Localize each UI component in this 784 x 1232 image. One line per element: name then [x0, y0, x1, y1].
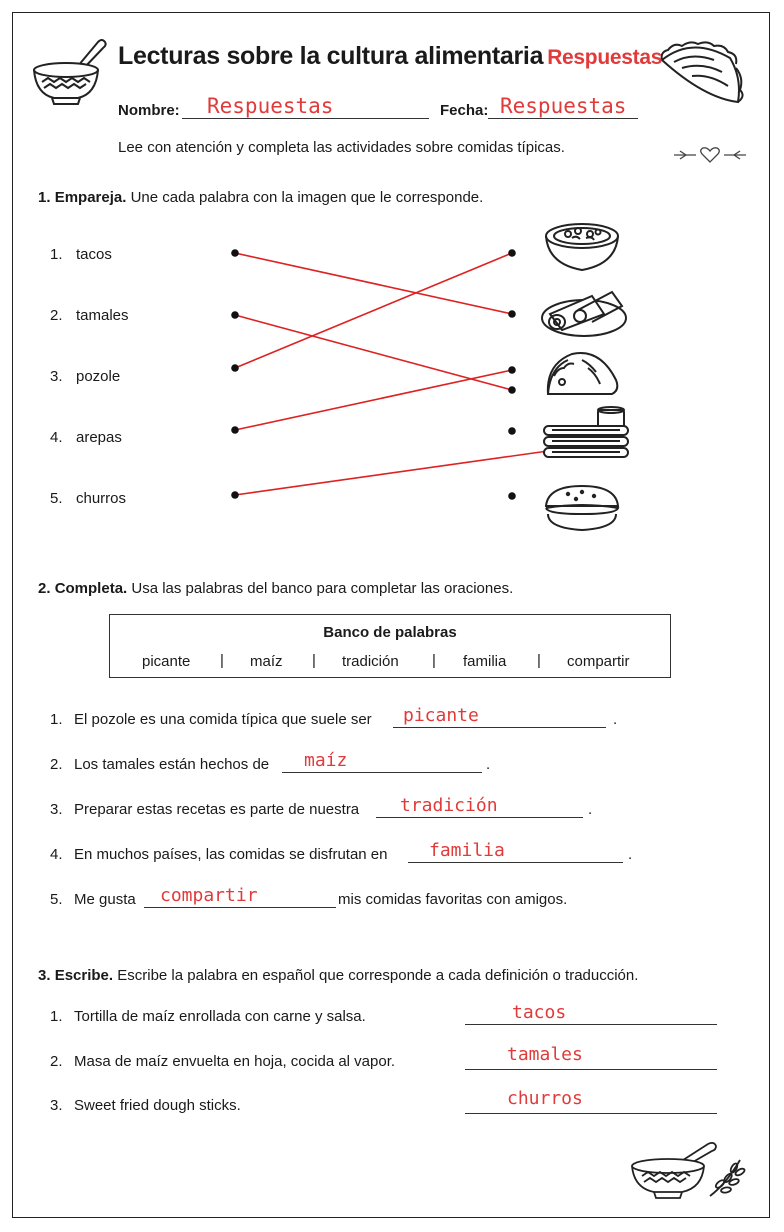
match-word-1: 1. tacos: [50, 246, 112, 263]
definition-1: 1. Tortilla de maíz enrollada con carne y salsa.: [50, 1008, 366, 1025]
sentence-1-blank: [393, 727, 606, 728]
sentence-5: 5. Me gusta: [50, 891, 136, 908]
definition-1-blank: [465, 1024, 717, 1025]
taco-icon: [542, 346, 622, 402]
sentence-3-answer[interactable]: tradición: [400, 795, 498, 816]
sentence-2-end: .: [486, 756, 491, 773]
bank-word-familia: familia: [463, 653, 507, 670]
word-bank: [109, 614, 671, 678]
bank-word-maiz: maíz: [250, 653, 283, 670]
definition-2-blank: [465, 1069, 717, 1070]
left-dot-1[interactable]: [231, 249, 239, 257]
section2-heading: 2. Completa. Usa las palabras del banco para completar las oraciones.: [38, 580, 514, 597]
section3-heading: 3. Escribe. Escribe la palabra en español que corresponde a cada definición o traducción.: [38, 967, 639, 984]
sentence-4-answer[interactable]: familia: [429, 840, 505, 861]
date-label: Fecha:: [440, 102, 489, 119]
title-answers-label: Respuestas: [547, 46, 663, 69]
bank-word-tradicion: tradición: [342, 653, 399, 670]
tamales-icon: [540, 284, 630, 340]
left-dot-3[interactable]: [231, 364, 239, 372]
name-value[interactable]: Respuestas: [207, 94, 334, 118]
sentence-3-blank: [376, 817, 583, 818]
sentence-2-blank: [282, 772, 482, 773]
definition-3-answer[interactable]: churros: [507, 1088, 583, 1109]
sentence-4-blank: [408, 862, 623, 863]
bank-word-compartir: compartir: [567, 653, 630, 670]
match-word-2: 2. tamales: [50, 307, 129, 324]
sentence-1-end: .: [613, 711, 618, 728]
match-word-5: 5. churros: [50, 490, 127, 507]
churros-icon: [540, 406, 632, 462]
left-dot-5[interactable]: [231, 491, 239, 499]
sentence-4: 4. En muchos países, las comidas se disfrutan en: [50, 846, 388, 863]
right-dot-1[interactable]: [508, 249, 516, 257]
definition-1-answer[interactable]: tacos: [512, 1002, 567, 1023]
instructions: Lee con atención y completa las actividades sobre comidas típicas.: [118, 139, 565, 156]
sentence-2: 2. Los tamales están hechos de: [50, 756, 270, 773]
right-dot-5[interactable]: [508, 492, 516, 500]
bank-separator: |: [537, 652, 541, 669]
match-line-arepas: [235, 370, 512, 430]
arepa-icon: [542, 480, 622, 536]
section1-heading: 1. Empareja. Une cada palabra con la imagen que le corresponde.: [38, 189, 484, 206]
definition-3-blank: [465, 1113, 717, 1114]
sentence-5-blank: [144, 907, 336, 908]
sentence-1-answer[interactable]: picante: [403, 705, 479, 726]
sentence-5-answer[interactable]: compartir: [160, 885, 258, 906]
date-value[interactable]: Respuestas: [500, 94, 627, 118]
right-dot-2[interactable]: [508, 310, 516, 318]
sentence-1: 1. El pozole es una comida típica que suele ser: [50, 711, 372, 728]
name-label: Nombre:: [118, 102, 180, 119]
right-dot-3a[interactable]: [508, 366, 516, 374]
sentence-3: 3. Preparar estas recetas es parte de nuestra: [50, 801, 360, 818]
pozole-bowl-icon: [542, 220, 622, 276]
sentence-5-end: mis comidas favoritas con amigos.: [338, 891, 568, 908]
definition-2-answer[interactable]: tamales: [507, 1044, 583, 1065]
sentence-2-answer[interactable]: maíz: [304, 750, 348, 771]
match-line-pozole: [235, 253, 512, 368]
matching-lines: [0, 0, 784, 560]
match-word-3: 3. pozole: [50, 368, 121, 385]
mortar-branch-icon: [628, 1138, 748, 1204]
definition-3: 3. Sweet fried dough sticks.: [50, 1097, 241, 1114]
sentence-3-end: .: [588, 801, 593, 818]
word-bank-title: Banco de palabras: [323, 624, 457, 641]
match-line-tacos: [235, 253, 512, 314]
right-dot-3b[interactable]: [508, 386, 516, 394]
bank-separator: |: [432, 652, 436, 669]
definition-2: 2. Masa de maíz envuelta en hoja, cocida al vapor.: [50, 1053, 396, 1070]
bank-word-picante: picante: [142, 653, 191, 670]
left-dot-2[interactable]: [231, 311, 239, 319]
page-title: Lecturas sobre la cultura alimentaria Respuestas: [118, 42, 663, 70]
right-dot-4[interactable]: [508, 427, 516, 435]
match-line-churros: [235, 451, 548, 495]
left-dot-4[interactable]: [231, 426, 239, 434]
match-word-4: 4. arepas: [50, 429, 122, 446]
bank-separator: |: [312, 652, 316, 669]
sentence-4-end: .: [628, 846, 633, 863]
bank-separator: |: [220, 652, 224, 669]
